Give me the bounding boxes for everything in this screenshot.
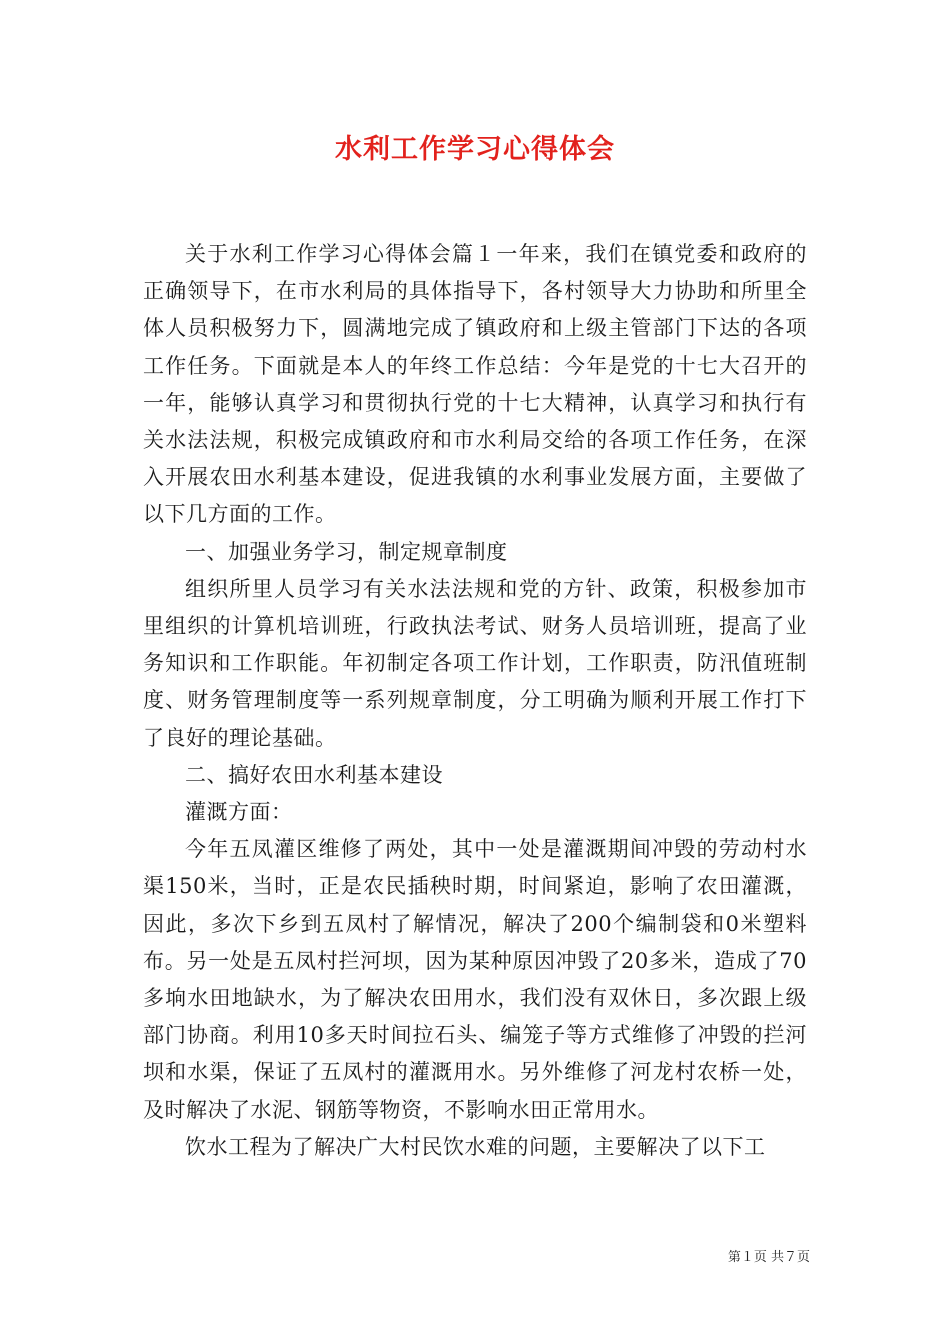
- page-number: 第１页 共７页: [727, 1250, 810, 1265]
- paragraph-intro: 关于水利工作学习心得体会篇１一年来，我们在镇党委和政府的正确领导下，在市水利局的具体指导下，各村领导大力协助和所里全体人员积极努力下，圆满地完成了镇政府和上级主管部门下达的各项工作任务。下面就是本人的年终工作总结：今年是党的十七大召开的一年，能够认真学习和贯彻执行党的十七大精神，认真学习和执行有关水法法规，积极完成镇政府和市水利局交给的各项工作任务，在深入开展农田水利基本建设，促进我镇的水利事业发展方面，主要做了以下几方面的工作。: [143, 242, 807, 527]
- paragraph-irrigation: 今年五凤灌区维修了两处，其中一处是灌溉期间冲毁的劳动村水渠150米，当时，正是农民插秧时期，时间紧迫，影响了农田灌溉，因此，多次下乡到五凤村了解情况，解决了200个编制袋和0米塑料布。另一处是五凤村拦河坝，因为某种原因冲毁了20多米，造成了70多垧水田地缺水，为了解决农田用水，我们没有双休日，多次跟上级部门协商。利用10多天时间拉石头、编笼子等方式维修了冲毁的拦河坝和水渠，保证了五凤村的灌溉用水。另外维修了河龙村农桥一处，及时解决了水泥、钢筋等物资，不影响水田正常用水。: [143, 837, 807, 1122]
- document-body: [143, 236, 807, 1166]
- subheading-irrigation: 灌溉方面：: [185, 800, 293, 825]
- section-heading-1: 一、加强业务学习，制定规章制度: [185, 539, 508, 564]
- paragraph-study: 组织所里人员学习有关水法法规和党的方针、政策，积极参加市里组织的计算机培训班，行政执法考试、财务人员培训班，提高了业务知识和工作职能。年初制定各项工作计划，工作职责，防汛值班制度、财务管理制度等一系列规章制度，分工明确为顺利开展工作打下了良好的理论基础。: [143, 576, 807, 750]
- paragraph-drinking-water: 饮水工程为了解决广大村民饮水难的问题，主要解决了以下工: [185, 1134, 766, 1159]
- document-title: 水利工作学习心得体会: [335, 134, 615, 165]
- section-heading-2: 二、搞好农田水利基本建设: [185, 762, 443, 787]
